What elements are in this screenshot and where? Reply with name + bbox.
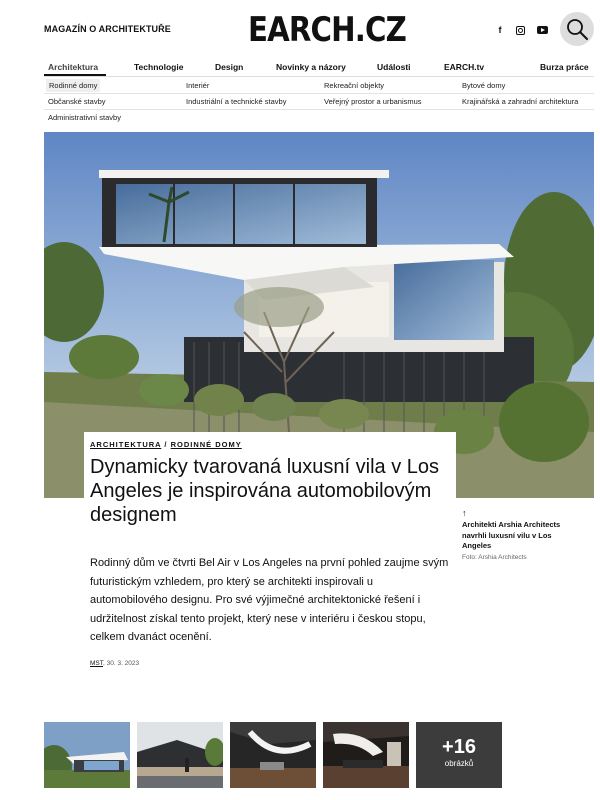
search-button[interactable] [560, 12, 594, 46]
article-categories [90, 440, 450, 449]
gallery-more-button[interactable] [416, 722, 502, 788]
article-card [84, 432, 456, 536]
subnav-item-interier[interactable]: Interiér [186, 81, 210, 90]
subnav-item-bytove-domy[interactable]: Bytové domy [462, 81, 506, 90]
subnav-item-verejny-prostor[interactable]: Veřejný prostor a urbanismus [324, 97, 422, 106]
subnav-row [44, 110, 594, 126]
gallery-thumbnail[interactable] [44, 722, 130, 788]
author-link[interactable]: MST [90, 660, 103, 667]
subnav-row [44, 78, 594, 94]
image-caption [462, 508, 582, 561]
nav-item-burza-prace[interactable]: Burza práce [540, 62, 589, 72]
category-separator: / [164, 440, 168, 449]
nav-active-indicator [44, 74, 106, 76]
subnav-item-obcanske[interactable]: Občanské stavby [48, 97, 106, 106]
photo-credit: Foto: Arshia Architects [462, 553, 527, 561]
nav-item-design[interactable]: Design [215, 62, 244, 72]
article-title: Dynamicky tvarovaná luxusní vila v Los Angeles je inspirována automobilovým designem [90, 456, 440, 526]
youtube-icon[interactable] [536, 24, 548, 36]
gallery-more-label: obrázků [444, 759, 474, 768]
article-perex: Rodinný dům ve čtvrti Bel Air v Los Angeles na první pohled zaujme svým futuristickým vzhledem, pro který se architekti inspirovali u automobilového designu. Pro své výjimečné architektonické řešení i udržitelnost získal tento projekt, který nese v interiéru i českou stopu, celkem dvanáct ocenění. [90, 557, 449, 643]
search-icon [565, 17, 589, 41]
subnav-item-administrativni[interactable]: Administrativní stavby [48, 113, 121, 122]
photo-gallery [44, 722, 504, 788]
nav-item-technologie[interactable]: Technologie [134, 62, 184, 72]
main-navigation [44, 60, 594, 77]
site-logo[interactable]: EARCH.CZ [248, 10, 406, 50]
subnav-row [44, 94, 594, 110]
gallery-thumbnail[interactable] [323, 722, 409, 788]
gallery-thumbnail[interactable] [230, 722, 316, 788]
subnav-item-rodinne-domy[interactable]: Rodinné domy [46, 79, 100, 92]
gallery-more-count: +16 [442, 736, 476, 758]
nav-item-architektura[interactable]: Architektura [48, 62, 99, 72]
nav-item-novinky[interactable]: Novinky a názory [276, 62, 346, 72]
category-link-architektura[interactable]: ARCHITEKTURA [90, 440, 162, 449]
facebook-icon[interactable]: f [498, 25, 502, 35]
gallery-thumbnail[interactable] [137, 722, 223, 788]
site-tagline: MAGAZÍN O ARCHITEKTUŘE [44, 24, 171, 34]
nav-item-udalosti[interactable]: Události [377, 62, 411, 72]
article-meta [90, 660, 139, 667]
subnav-item-industrialni[interactable]: Industriální a technické stavby [186, 97, 287, 106]
subnav-item-rekreacni[interactable]: Rekreační objekty [324, 81, 385, 90]
caption-text: Architekti Arshia Architects navrhli luxusní vilu v Los Angeles [462, 520, 561, 550]
instagram-icon[interactable] [514, 24, 526, 36]
nav-item-earch-tv[interactable]: EARCH.tv [444, 62, 485, 72]
subnav-item-krajinarska[interactable]: Krajinářská a zahradní architektura [462, 97, 579, 106]
publish-date: , 30. 3. 2023 [103, 660, 140, 667]
arrow-up-icon: ↑ [462, 508, 467, 518]
category-link-rodinne-domy[interactable]: RODINNÉ DOMY [170, 440, 242, 449]
site-header [0, 0, 600, 60]
